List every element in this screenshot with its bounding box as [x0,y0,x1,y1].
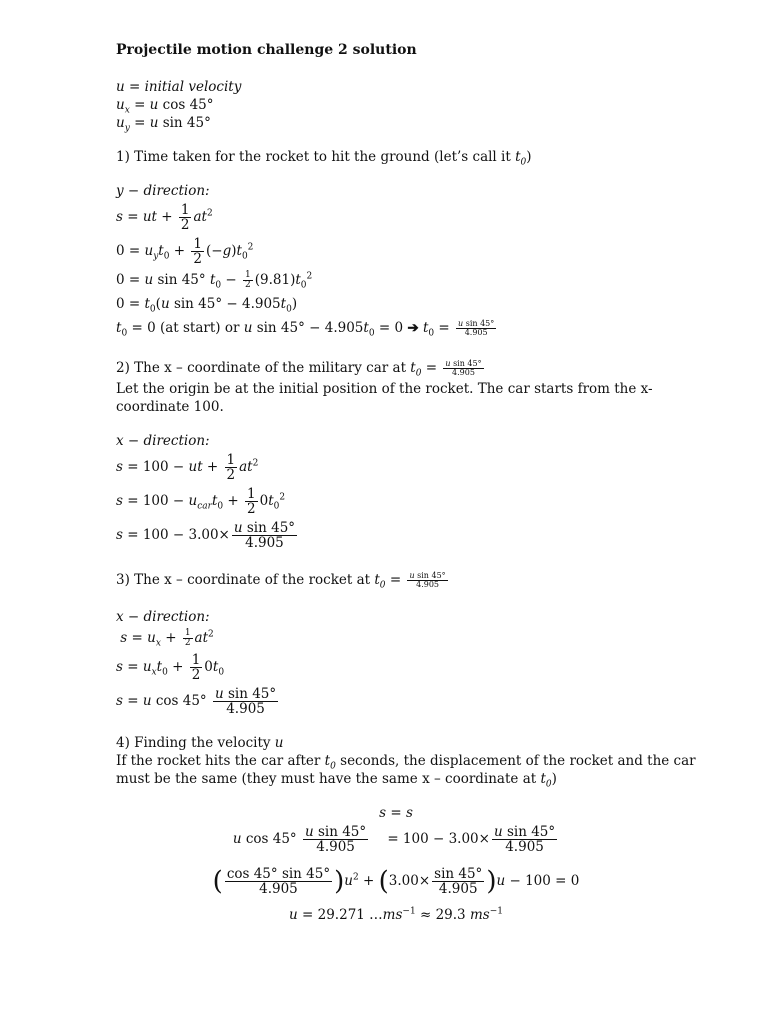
section-3-eq-2: $s = u_xt_0$ + $\frac{1}{2}$ $0t_0$ [116,651,225,683]
section-1-eq-3: 0 = u sin 45° $t_0$ − $\frac{1}{2}$ $(9.81)t_0^2$ [116,269,313,291]
section-2-label: x − direction: [116,433,210,449]
section-4-eq-3: ( $\frac{\cos 45^\circ \sin 45^\circ}{4.905}$ )$u^2 + (3.00\times$ $\frac{\sin 45^\circ}{4.905}$ )u − 100 = 0 [212,865,580,897]
section-1-heading: 1) Time taken for the rocket to hit the ground (let’s call it $t_0$) [116,149,532,168]
section-4-eq-1: s = s [379,805,413,821]
section-3-heading: 3) The x – coordinate of the rocket at $t_0$ = $\frac{\text{u sin 45°}}{4.905}$ [116,570,446,591]
section-4-body: If the rocket hits the car after $t_0$ seconds, the displacement of the rocket and the car must be the same (they must have the same x – coordinate at $t_0$) [116,753,696,790]
arrow-right-icon: ➔ [407,320,419,336]
section-3-eq-3: s = u cos 45° $\frac{\text{u sin 45°}}{4.905}$ [116,685,277,717]
def-u: u = initial velocity [116,79,242,95]
def-ux: $u_x = u$ cos 45° [116,97,214,116]
section-4-eq-2: u cos 45° $\frac{\text{u sin 45°}}{4.905}$ = 100 − 3.00× $\frac{\text{u sin 45°}}{4.905}$ [232,823,556,855]
document-page [116,42,716,924]
section-1-eq-4: $0 = t_0(u$ $\sin 45^\circ - 4.905t_0$) [116,296,298,315]
section-3-label: x − direction: [116,609,210,625]
section-1-label: y − direction: [116,183,210,199]
section-4-eq-4: u = 29.271 $\dots ms^{-1} \approx 29.3$ $ms^{-1}$ [289,906,503,923]
section-2-body: Let the origin be at the initial position of the rocket. The car starts from the x-coordinate 100. [116,381,653,415]
section-2-eq-3: s = 100 − 3.00× $\frac{\text{u sin 45°}}{4.905}$ [116,519,296,551]
section-2-eq-1: s = 100 − ut + $\frac{1}{2}$ $at^2$ [116,451,259,483]
document-title: Projectile motion challenge 2 solution [116,42,417,58]
def-uy: $u_y = u$ sin 45° [116,115,211,134]
section-3-eq-1: $s = u_x$ + $\frac{1}{2}$ $at^2$ [116,627,214,649]
section-4-heading: 4) Finding the velocity u [116,735,284,751]
section-2-heading: 2) The x – coordinate of the military car at $t_0$ = $\frac{\text{u sin 45°}}{4.905}$ [116,358,482,379]
section-2-eq-2: $s = 100 - u_{car}t_0$ + $\frac{1}{2}$ $0t_0^2$ [116,485,286,517]
section-1-eq-2: $0 = u_yt_0$ + $\frac{1}{2}$ $(-g)t_0^2$ [116,235,254,267]
section-1-eq-1: s = ut + $\frac{1}{2}$ $at^2$ [116,201,213,233]
section-1-eq-5: $t_0 = 0$ (at start) or u $\sin 45^\circ - 4.905t_0 = 0$ ➔ $t_0$ = $\frac{\text{u sin 45°}}{4.905}$ [116,318,495,339]
